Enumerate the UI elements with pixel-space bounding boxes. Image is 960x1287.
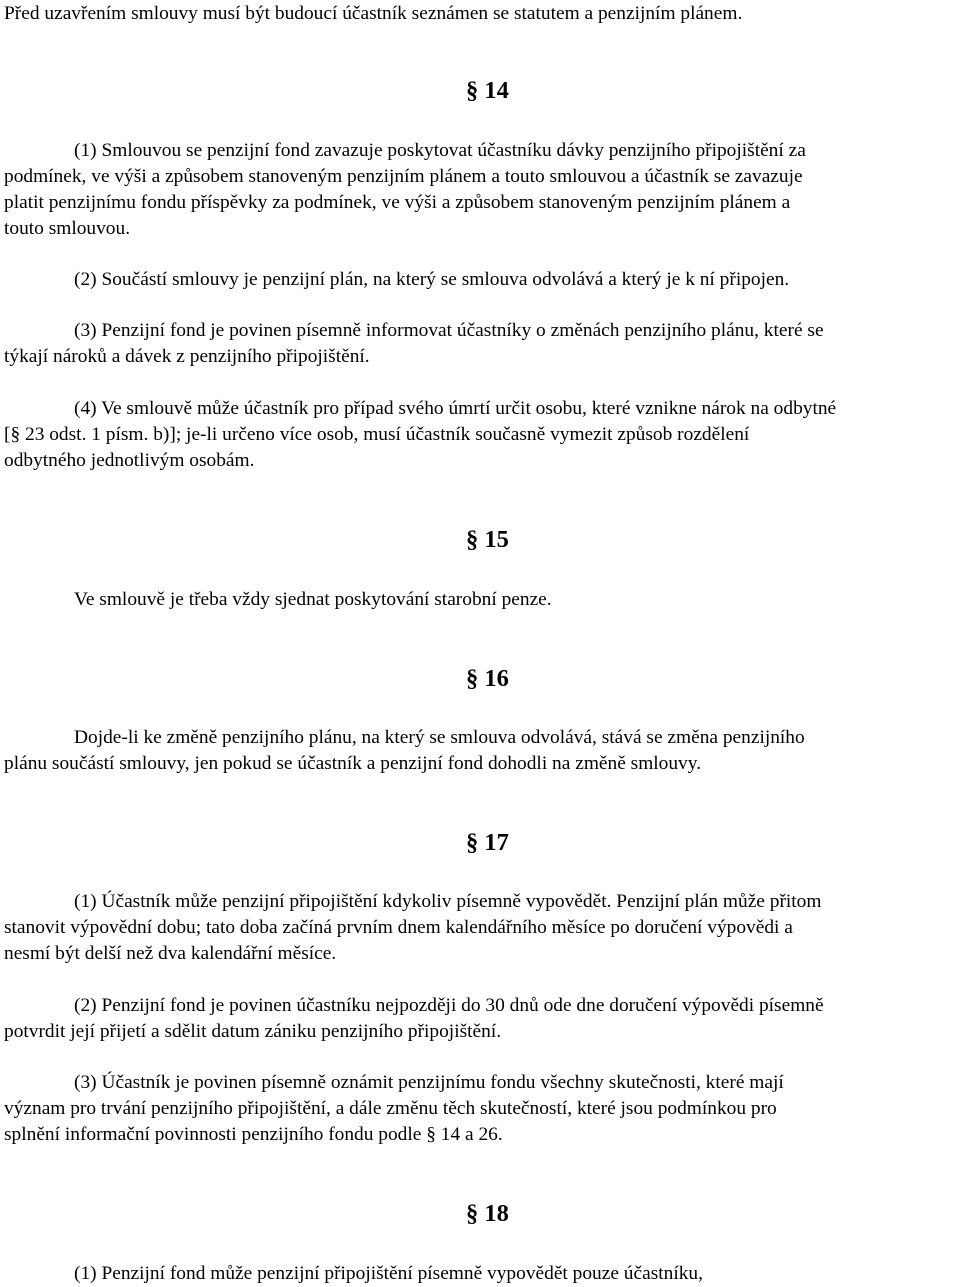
paragraph-line: odbytného jednotlivým osobám.: [4, 450, 255, 471]
paragraph-line: plánu součástí smlouvy, jen pokud se účastník a penzijní fond dohodli na změně smlouvy.: [4, 753, 702, 774]
paragraph-line: [§ 23 odst. 1 písm. b)]; je-li určeno více osob, musí účastník současně vymezit způsob rozdělení: [4, 424, 750, 445]
paragraph-line: platit penzijnímu fondu příspěvky za podmínek, ve výši a způsobem stanoveným penzijním plánem a: [4, 192, 791, 213]
section-17-heading: § 17: [466, 829, 509, 856]
intro-line: Před uzavřením smlouvy musí být budoucí účastník seznámen se statutem a penzijním plánem.: [4, 3, 743, 24]
paragraph-line: touto smlouvou.: [4, 218, 131, 239]
paragraph-line: (2) Součástí smlouvy je penzijní plán, na který se smlouva odvolává a který je k ní připojen.: [74, 269, 790, 290]
paragraph-line: (4) Ve smlouvě může účastník pro případ svého úmrtí určit osobu, které vznikne nárok na odbytné: [74, 398, 837, 419]
paragraph-line: nesmí být delší než dva kalendářní měsíce.: [4, 943, 337, 964]
paragraph-line: (2) Penzijní fond je povinen účastníku nejpozději do 30 dnů ode dne doručení výpovědi písemně: [74, 995, 824, 1016]
paragraph-line: (3) Účastník je povinen písemně oznámit penzijnímu fondu všechny skutečnosti, které mají: [74, 1072, 784, 1093]
paragraph-line: týkají nároků a dávek z penzijního připojištění.: [4, 346, 370, 367]
paragraph-line: (1) Smlouvou se penzijní fond zavazuje poskytovat účastníku dávky penzijního připojištění za: [74, 140, 806, 161]
paragraph-line: význam pro trvání penzijního připojištění, a dále změnu těch skutečností, které jsou podmínkou pro: [4, 1098, 777, 1119]
paragraph-line: stanovit výpovědní dobu; tato doba začíná prvním dnem kalendářního měsíce po doručení výpovědi a: [4, 917, 793, 938]
paragraph-line: potvrdit její přijetí a sdělit datum zániku penzijního připojištění.: [4, 1021, 502, 1042]
paragraph-line: Dojde-li ke změně penzijního plánu, na který se smlouva odvolává, stává se změna penzijního: [74, 727, 805, 748]
paragraph-line: (1) Účastník může penzijní připojištění kdykoliv písemně vypovědět. Penzijní plán může přitom: [74, 891, 822, 912]
section-15-heading: § 15: [466, 526, 509, 553]
section-14-heading: § 14: [466, 77, 509, 104]
paragraph-line: podmínek, ve výši a způsobem stanoveným penzijním plánem a touto smlouvou a účastník se zavazuje: [4, 166, 803, 187]
section-16-heading: § 16: [466, 665, 509, 692]
section-18-heading: § 18: [466, 1200, 509, 1227]
paragraph-line: (3) Penzijní fond je povinen písemně informovat účastníky o změnách penzijního plánu, které se: [74, 320, 824, 341]
paragraph-line: (1) Penzijní fond může penzijní připojištění písemně vypovědět pouze účastníku,: [74, 1263, 703, 1284]
paragraph-line: splnění informační povinnosti penzijního fondu podle § 14 a 26.: [4, 1124, 503, 1145]
paragraph-line: Ve smlouvě je třeba vždy sjednat poskytování starobní penze.: [74, 589, 552, 610]
